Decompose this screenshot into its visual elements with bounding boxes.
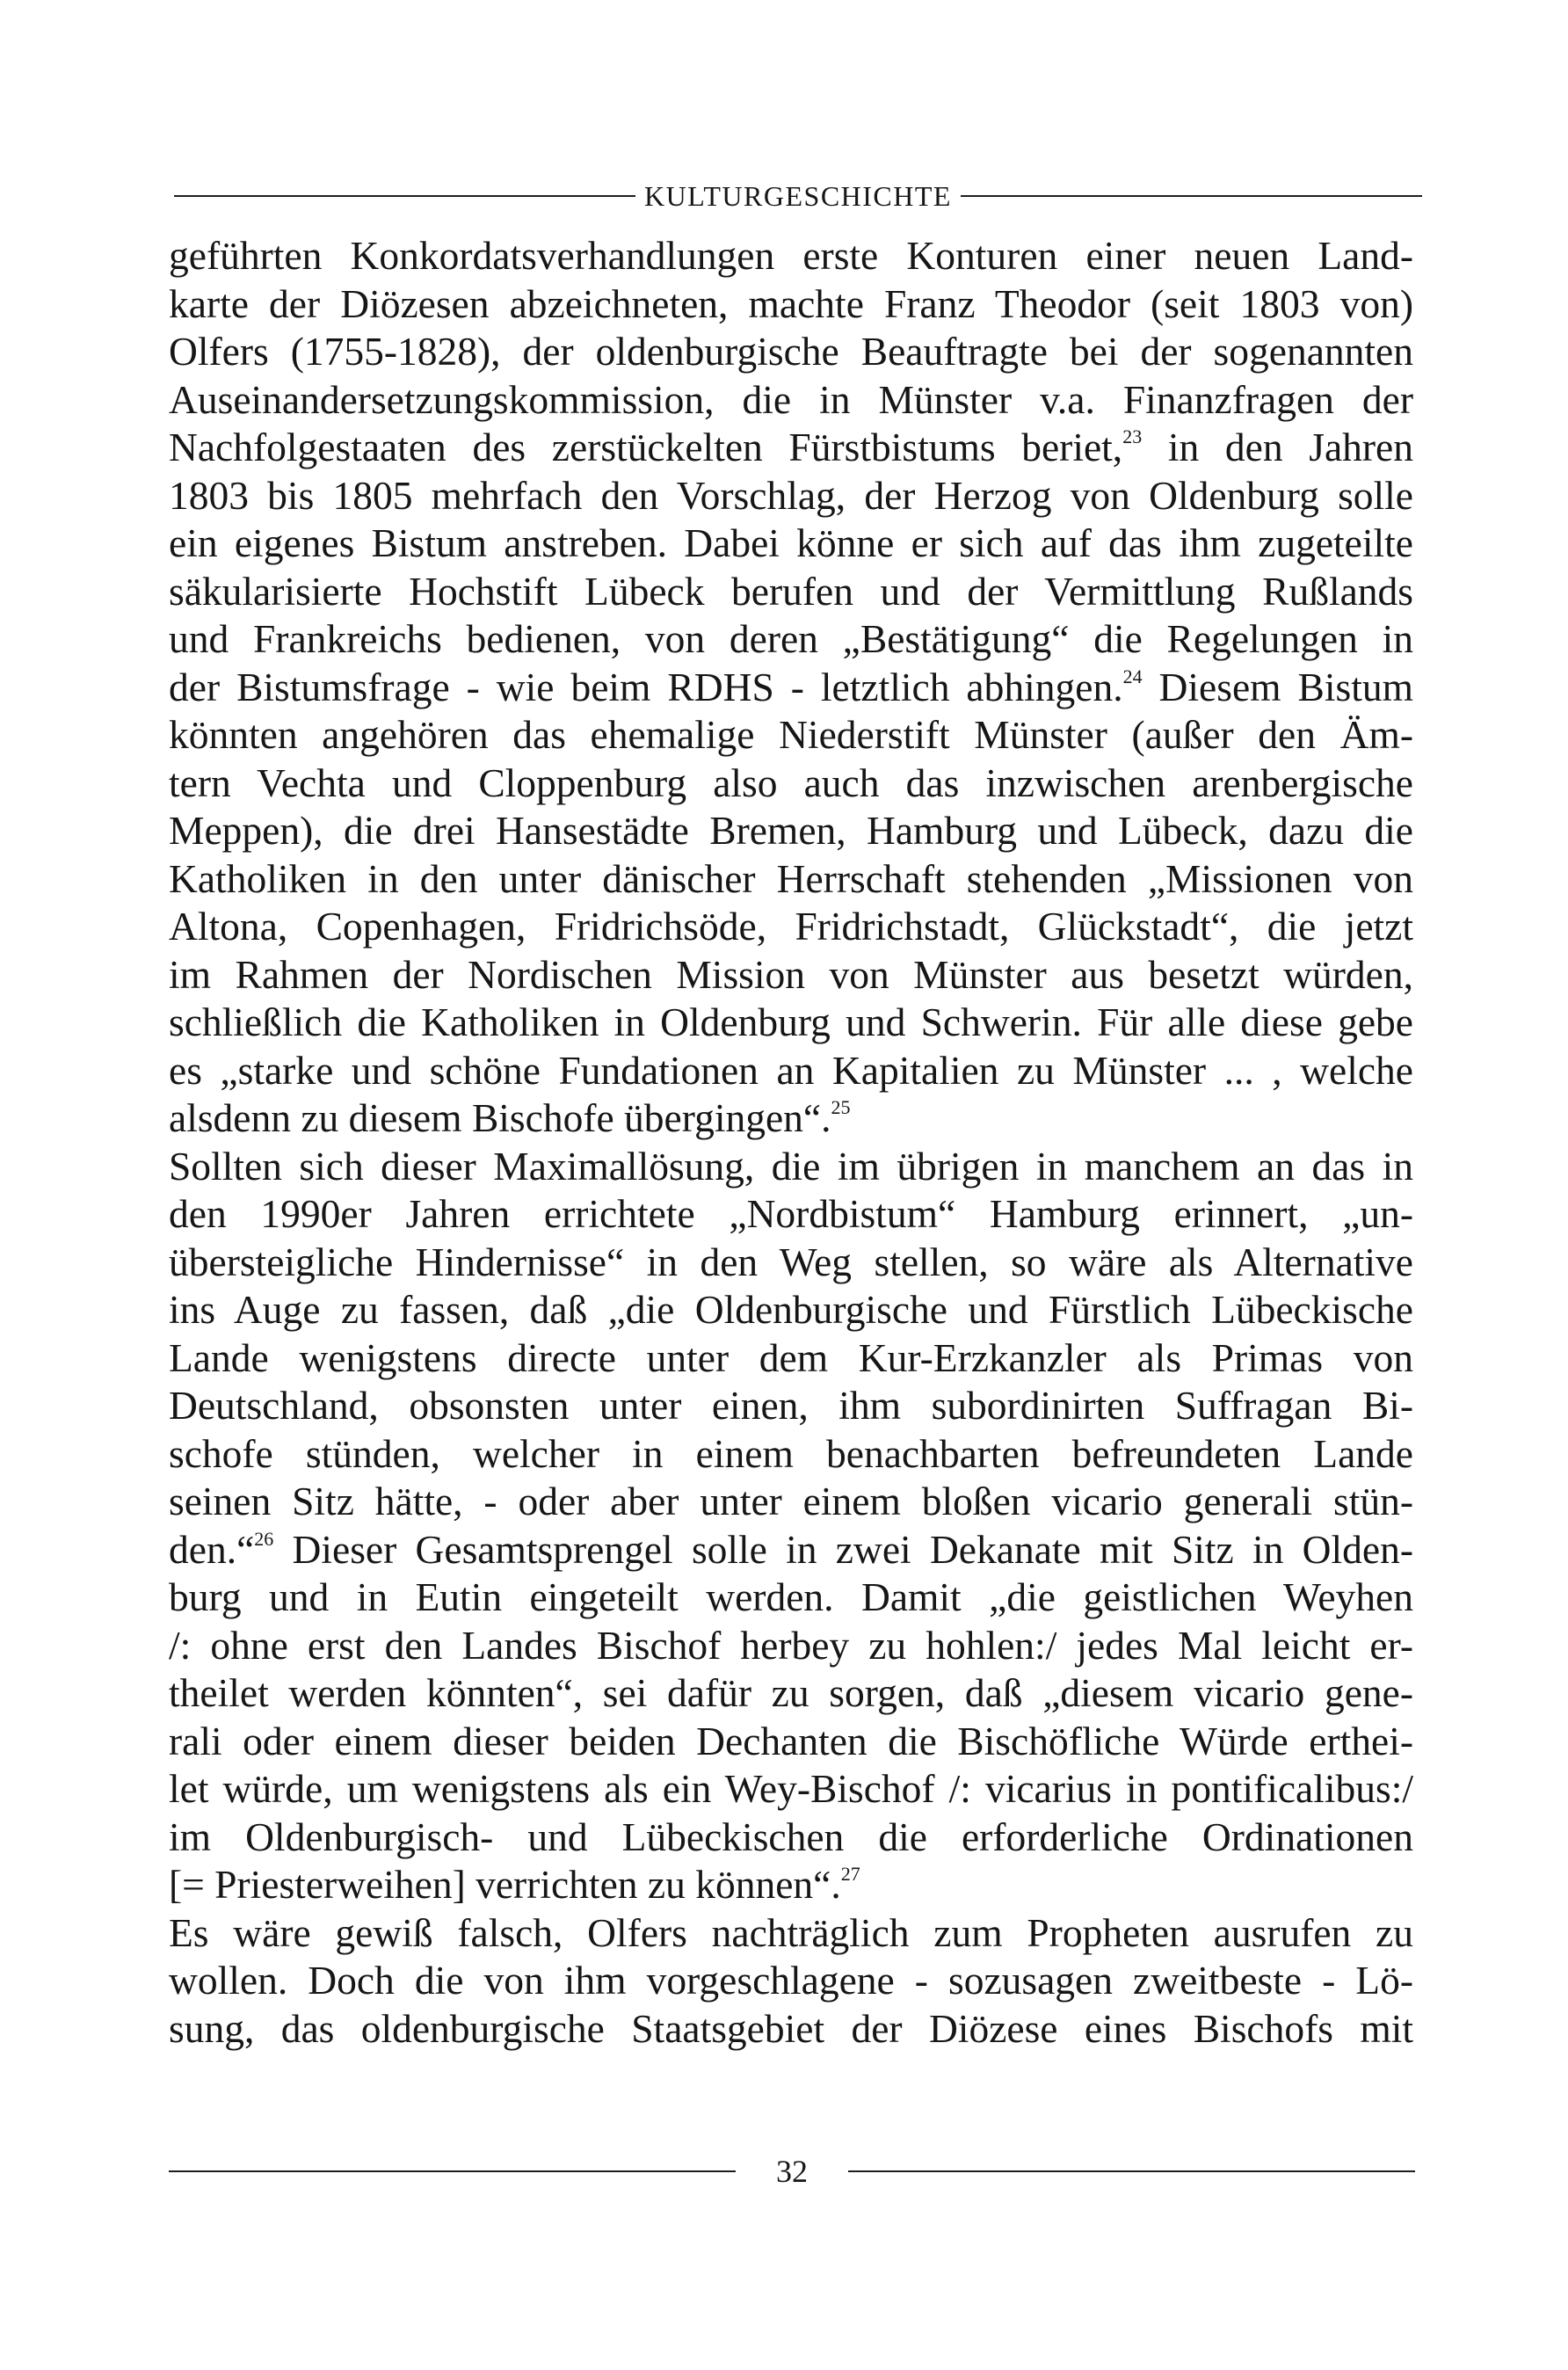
text-line	[169, 568, 1413, 616]
text-line	[169, 1909, 1413, 1958]
line-text: burg und in Eutin eingeteilt werden. Damit „die geistlichen Weyhen	[169, 1574, 1413, 1619]
text-line	[169, 903, 1413, 951]
text-line	[169, 664, 1413, 712]
page-number: 32	[776, 2154, 808, 2189]
line-text: theilet werden könnten“, sei dafür zu sorgen, daß „diesem vicario gene-	[169, 1670, 1413, 1715]
line-text: sung, das oldenburgische Staatsgebiet der Diözese eines Bischofs mit	[169, 2005, 1413, 2051]
body-text	[169, 232, 1413, 2053]
line-text: Auseinandersetzungskommission, die in Münster v.a. Finanzfragen der	[169, 376, 1413, 422]
line-text: [= Priesterweihen] verrichten zu können“.	[169, 1862, 841, 1907]
line-text: Deutschland, obsonsten unter einen, ihm subordinirten Suffragan Bi-	[169, 1383, 1413, 1428]
text-line	[169, 1718, 1413, 1766]
text-line	[169, 1190, 1413, 1239]
line-text: ins Auge zu fassen, daß „die Oldenburgische und Fürstlich Lübeckische	[169, 1287, 1413, 1332]
line-text: Olfers (1755-1828), der oldenburgische Beauftragte bei der sogenannten	[169, 329, 1413, 374]
line-text: seinen Sitz hätte, - oder aber unter einem bloßen vicario generali stün-	[169, 1479, 1413, 1523]
line-text: im Oldenburgisch- und Lübeckischen die erforderliche Ordinationen	[169, 1814, 1413, 1859]
running-head-rule-left	[174, 195, 635, 197]
running-head-title: KULTURGESCHICHTE	[644, 179, 952, 212]
line-text: Meppen), die drei Hansestädte Bremen, Hamburg und Lübeck, dazu die	[169, 808, 1413, 853]
line-text: schließlich die Katholiken in Oldenburg und Schwerin. Für alle diese gebe	[169, 1000, 1413, 1044]
text-line	[169, 1861, 1413, 1909]
line-text: karte der Diözesen abzeichneten, machte Franz Theodor (seit 1803 von)	[169, 280, 1413, 326]
line-text: Lande wenigstens directe unter dem Kur-Erzkanzler als Primas von	[169, 1334, 1413, 1380]
line-text: ein eigenes Bistum anstreben. Dabei könne er sich auf das ihm zugeteilte	[169, 520, 1413, 565]
line-text: säkularisierte Hochstift Lübeck berufen und der Vermittlung Rußlands	[169, 568, 1413, 614]
text-line	[169, 1478, 1413, 1526]
text-line	[169, 1574, 1413, 1622]
line-text-continued: Dieser Gesamtsprengel solle in zwei Dekanate mit Sitz in Olden-	[273, 1526, 1413, 1572]
text-line	[169, 999, 1413, 1047]
text-line	[169, 232, 1413, 280]
text-line	[169, 472, 1413, 520]
line-text: geführten Konkordatsverhandlungen erste Konturen einer neuen Land-	[169, 233, 1413, 278]
text-line	[169, 1239, 1413, 1287]
text-line	[169, 1382, 1413, 1430]
text-line	[169, 1047, 1413, 1095]
text-line	[169, 1094, 1413, 1143]
line-text: schofe stünden, welcher in einem benachbarten befreundeten Lande	[169, 1430, 1413, 1476]
text-line	[169, 1334, 1413, 1383]
text-line	[169, 328, 1413, 376]
text-line	[169, 2005, 1413, 2054]
footnote-reference: 26	[254, 1527, 274, 1550]
line-text: den.“	[169, 1526, 255, 1572]
text-line	[169, 1765, 1413, 1814]
text-line	[169, 1430, 1413, 1479]
footer-rule-right	[848, 2170, 1415, 2172]
line-text: 1803 bis 1805 mehrfach den Vorschlag, der Herzog von Oldenburg solle	[169, 472, 1413, 518]
text-line	[169, 855, 1413, 904]
text-line	[169, 424, 1413, 472]
text-line	[169, 520, 1413, 568]
footnote-reference: 27	[840, 1863, 860, 1885]
text-line	[169, 1622, 1413, 1670]
footnote-reference: 24	[1122, 665, 1143, 687]
footnote-reference: 23	[1122, 425, 1143, 447]
line-text: wollen. Doch die von ihm vorgeschlagene - sozusagen zweitbeste - Lö-	[169, 1958, 1413, 2003]
line-text: tern Vechta und Cloppenburg also auch das inzwischen arenbergische	[169, 760, 1413, 805]
line-text: let würde, um wenigstens als ein Wey-Bischof /: vicarius in pontificalibus:/	[169, 1766, 1413, 1811]
line-text-continued: Diesem Bistum	[1142, 664, 1413, 709]
running-head	[174, 178, 1422, 214]
text-line	[169, 760, 1413, 808]
text-line	[169, 1957, 1413, 2005]
text-line	[169, 807, 1413, 855]
line-text-continued: in den Jahren	[1142, 425, 1413, 469]
page-footer	[169, 2152, 1415, 2191]
line-text: übersteigliche Hindernisse“ in den Weg stellen, so wäre als Alternative	[169, 1239, 1413, 1284]
line-text: /: ohne erst den Landes Bischof herbey zu hohlen:/ jedes Mal leicht er-	[169, 1622, 1413, 1668]
text-line	[169, 280, 1413, 329]
text-line	[169, 1143, 1413, 1191]
text-line	[169, 376, 1413, 425]
text-line	[169, 1669, 1413, 1718]
line-text: könnten angehören das ehemalige Niederstift Münster (außer den Äm-	[169, 712, 1413, 757]
line-text: Katholiken in den unter dänischer Herrschaft stehenden „Missionen von	[169, 855, 1413, 901]
line-text: Es wäre gewiß falsch, Olfers nachträglich zum Propheten ausrufen zu	[169, 1909, 1413, 1955]
line-text: Sollten sich dieser Maximallösung, die im übrigen in manchem an das in	[169, 1143, 1413, 1189]
text-line	[169, 615, 1413, 664]
text-line	[169, 1286, 1413, 1334]
line-text: und Frankreichs bedienen, von deren „Bestätigung“ die Regelungen in	[169, 616, 1413, 661]
text-line	[169, 1526, 1413, 1574]
line-text: Nachfolgestaaten des zerstückelten Fürstbistums beriet,	[169, 425, 1123, 469]
footnote-reference: 25	[831, 1096, 851, 1118]
footer-rule-left	[169, 2170, 736, 2172]
line-text: den 1990er Jahren errichtete „Nordbistum“ Hamburg erinnert, „un-	[169, 1191, 1413, 1236]
line-text: es „starke und schöne Fundationen an Kapitalien zu Münster ... , welche	[169, 1047, 1413, 1093]
line-text: im Rahmen der Nordischen Mission von Münster aus besetzt würden,	[169, 951, 1413, 997]
text-line	[169, 711, 1413, 760]
text-line	[169, 1814, 1413, 1862]
line-text: alsdenn zu diesem Bischofe übergingen“.	[169, 1095, 831, 1140]
text-line	[169, 951, 1413, 1000]
line-text: der Bistumsfrage - wie beim RDHS - letztlich abhingen.	[169, 664, 1123, 709]
running-head-rule-right	[961, 195, 1422, 197]
line-text: Altona, Copenhagen, Fridrichsöde, Fridrichstadt, Glückstadt“, die jetzt	[169, 904, 1413, 949]
line-text: rali oder einem dieser beiden Dechanten die Bischöfliche Würde erthei-	[169, 1718, 1413, 1763]
